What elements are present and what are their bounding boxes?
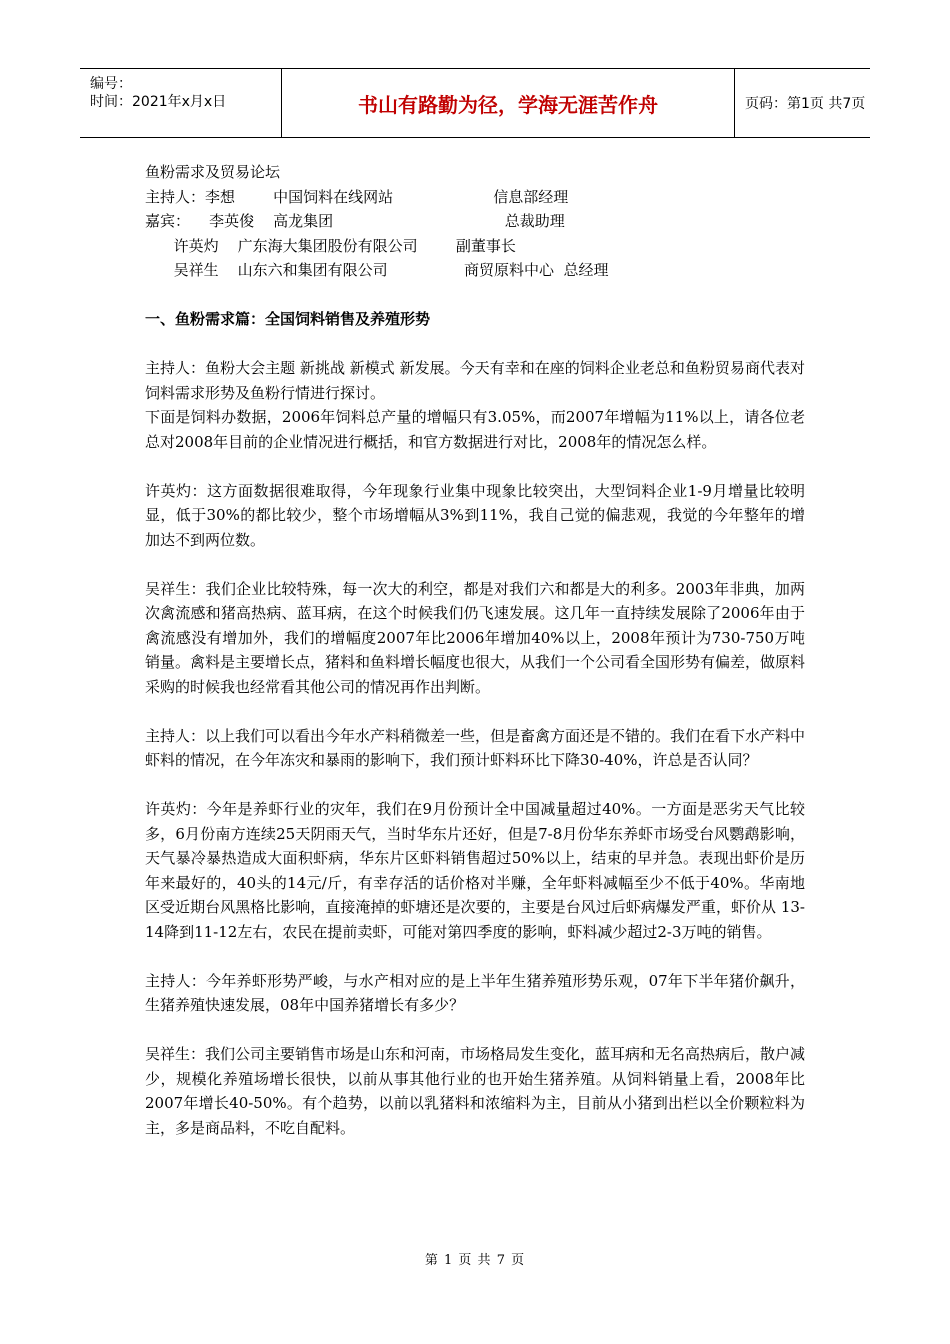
document-body xyxy=(145,160,805,1140)
motto: 书山有路勤为径，学海无涯苦作舟 xyxy=(358,92,658,117)
participant-host: 主持人：李想 中国饲料在线网站 信息部经理 xyxy=(145,187,569,206)
paragraph: 许英灼：今年是养虾行业的灾年，我们在9月份预计全中国减量超过40%。一方面是恶劣天气比较多，6月份南方连续25天阴雨天气，当时华东片还好，但是7-8月份华东养虾市场受台风鹦鹉影响，天气暴冷暴热造成大面积虾病，华东片区虾料销售超过50%以上，结束的早并急。表现出虾价是历年来最好的，40头的14元/斤，有幸存活的话价格对半赚，全年虾料减幅至少不低于40%。华南地区受近期台风黑格比影响，直接淹掉的虾塘还是次要的，主要是台风过后虾病爆发严重，虾价从 13-14降到11-12左右，农民在提前卖虾，可能对第四季度的影响，虾料减少超过2-3万吨的销售。 xyxy=(145,800,805,941)
number-label: 编号： xyxy=(90,76,132,92)
document-title: 鱼粉需求及贸易论坛 xyxy=(145,163,281,181)
header-left-cell xyxy=(80,69,282,137)
paragraph: 吴祥生：我们公司主要销售市场是山东和河南，市场格局发生变化，蓝耳病和无名高热病后，散户减少，规模化养殖场增长很快，以前从事其他行业的也开始生猪养殖。从饲料销量上看，2008年比2007年增长40-50%。有个趋势，以前以乳猪料和浓缩料为主，目前从小猪到出栏以全价颗粒料为主，多是商品料，不吃自配料。 xyxy=(145,1045,806,1137)
paragraph: 主持人：鱼粉大会主题 新挑战 新模式 新发展。今天有幸和在座的饲料企业老总和鱼粉贸易商代表对饲料需求形势及鱼粉行情进行探讨。 xyxy=(145,359,805,402)
paragraph: 许英灼：这方面数据很难取得，今年现象行业集中现象比较突出，大型饲料企业1-9月增量比较明显，低于30%的都比较少，整个市场增幅从3%到11%，我自己觉的偏悲观，我觉的今年整年的增加达不到两位数。 xyxy=(145,481,805,549)
section-heading: 一、鱼粉需求篇：全国饲料销售及养殖形势 xyxy=(145,310,431,328)
header-page-info: 页码：第1页 共7页 xyxy=(745,96,866,112)
page-footer: 第 1 页 共 7 页 xyxy=(424,1253,526,1268)
paragraph: 下面是饲料办数据，2006年饲料总产量的增幅只有3.05%，而2007年增幅为11%以上，请各位老总对2008年目前的企业情况进行概括，和官方数据进行对比，2008年的情况怎么样。 xyxy=(145,408,805,451)
paragraph: 主持人：以上我们可以看出今年水产料稍微差一些，但是畜禽方面还是不错的。我们在看下水产料中虾料的情况，在今年冻灾和暴雨的影响下，我们预计虾料环比下降30-40%，许总是否认同？ xyxy=(145,726,806,769)
time-label: 时间：2021年x月x日 xyxy=(90,94,227,110)
paragraph: 主持人：今年养虾形势严峻，与水产相对应的是上半年生猪养殖形势乐观，07年下半年猪价飙升，生猪养殖快速发展，08年中国养猪增长有多少？ xyxy=(145,971,805,1014)
participant-guest-2: 许英灼 广东海大集团股份有限公司 副董事长 xyxy=(145,236,516,255)
paragraph: 吴祥生：我们企业比较特殊，每一次大的利空，都是对我们六和都是大的利多。2003年非典，加两次禽流感和猪高热病、蓝耳病，在这个时候我们仍飞速发展。这几年一直持续发展除了2006年由于禽流感没有增加外，我们的增幅度2007年比2006年增加40%以上，2008年预计为730-750万吨销量。禽料是主要增长点，猪料和鱼料增长幅度也很大，从我们一个公司看全国形势有偏差，做原料采购的时候我也经常看其他公司的情况再作出判断。 xyxy=(145,579,806,696)
header-center-cell xyxy=(282,69,735,137)
participant-guest-3: 吴祥生 山东六和集团有限公司 商贸原料中心 总经理 xyxy=(145,261,609,279)
header-table xyxy=(80,68,870,138)
participant-guest-1: 嘉宾： 李英俊 高龙集团 总裁助理 xyxy=(145,212,565,230)
